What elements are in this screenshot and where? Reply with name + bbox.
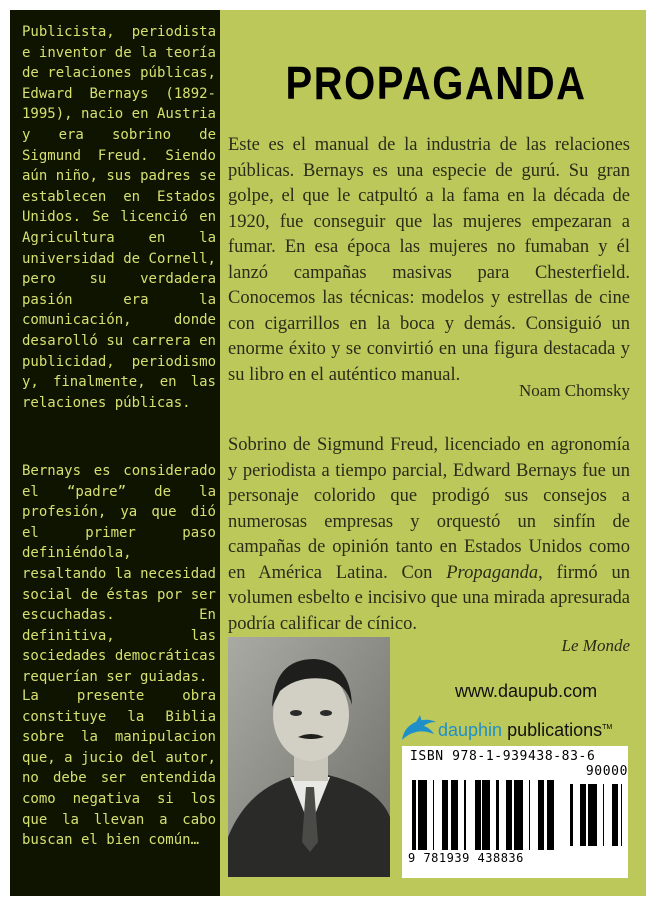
publisher-name xyxy=(438,720,612,741)
price-code: 90000 xyxy=(585,764,628,779)
le-monde-quote xyxy=(228,433,630,637)
quote-text-start: Sobrino de Sigmund Freud, licenciado en agronomía y periodista a tiempo parcial, Edward Bernays fue un personaje colorido que prodigó sus consejos a numerosas empresas y orquestó un sinfín de campañas de opinión tanto en Estados Unidos como en América Latina. Con xyxy=(228,435,630,583)
quote-book-title: Propaganda xyxy=(446,562,539,583)
quote-text-end: , firmó un volumen esbelto e incisivo que una mirada apresurada podría calificar de cínico. xyxy=(228,562,631,634)
bio-paragraph-3: La presente obra constituye la Biblia sobre la manipulacion que, a jucio del autor, no debe ser entendida como negativa si los que la llevan a cabo buscan el bien común… xyxy=(22,688,216,849)
trademark-mark: TM xyxy=(602,724,613,731)
barcode-number: 9 781939 438836 xyxy=(408,851,524,865)
dolphin-icon xyxy=(400,714,438,748)
barcode-bars xyxy=(410,768,624,852)
quote-author-le-monde: Le Monde xyxy=(561,636,630,655)
isbn-number: ISBN 978-1-939438-83-6 xyxy=(410,749,596,764)
bio-paragraph-2: Bernays es considerado el “padre” de la profesión, ya que dió el primer paso definiéndola, resaltando la necesidad social de éstas por ser escuchadas. En definitiva, las sociedades democráticas requerían ser guiadas. xyxy=(22,463,216,685)
quote-author-chomsky: Noam Chomsky xyxy=(519,381,630,400)
publisher-name-publications: publications xyxy=(502,720,603,740)
publisher-url: www.daupub.com xyxy=(455,681,598,701)
book-title: PROPAGANDA xyxy=(285,58,587,110)
publisher-logo xyxy=(398,712,630,744)
chomsky-quote: Este es el manual de la industria de las relaciones públicas. Bernays es una especie de gurú. Su gran golpe, el que le catpultó a la fama en la década de 1920, fue conseguir que las mujeres empezaran a fumar. En esa época las mujeres no fumaban y él lanzó campañas masivas para Chesterfield. Conocemos las técnicas: modelos y estrellas de cine con cigarrillos en la boca y demás. Consiguió un enorme éxito y se convirtió en una figura destacada y su libro en el auténtico manual. xyxy=(228,135,630,385)
publisher-name-dauphin: dauphin xyxy=(438,720,503,740)
author-portrait-photo xyxy=(228,637,390,877)
bio-paragraph-1: Publicista, periodista e inventor de la teoría de relaciones públicas, Edward Bernays (1892-1995), nacio en Austria y era sobrino de Sigmund Freud. Siendo aún niño, sus padres se establecen en Estados Unidos. Se licenció en Agricultura en la universidad de Cornell, pero su verdadera pasión era la comunicación, donde desarolló su carrera en publicidad, periodismo y, finalmente, en las relaciones públicas. xyxy=(22,24,216,411)
